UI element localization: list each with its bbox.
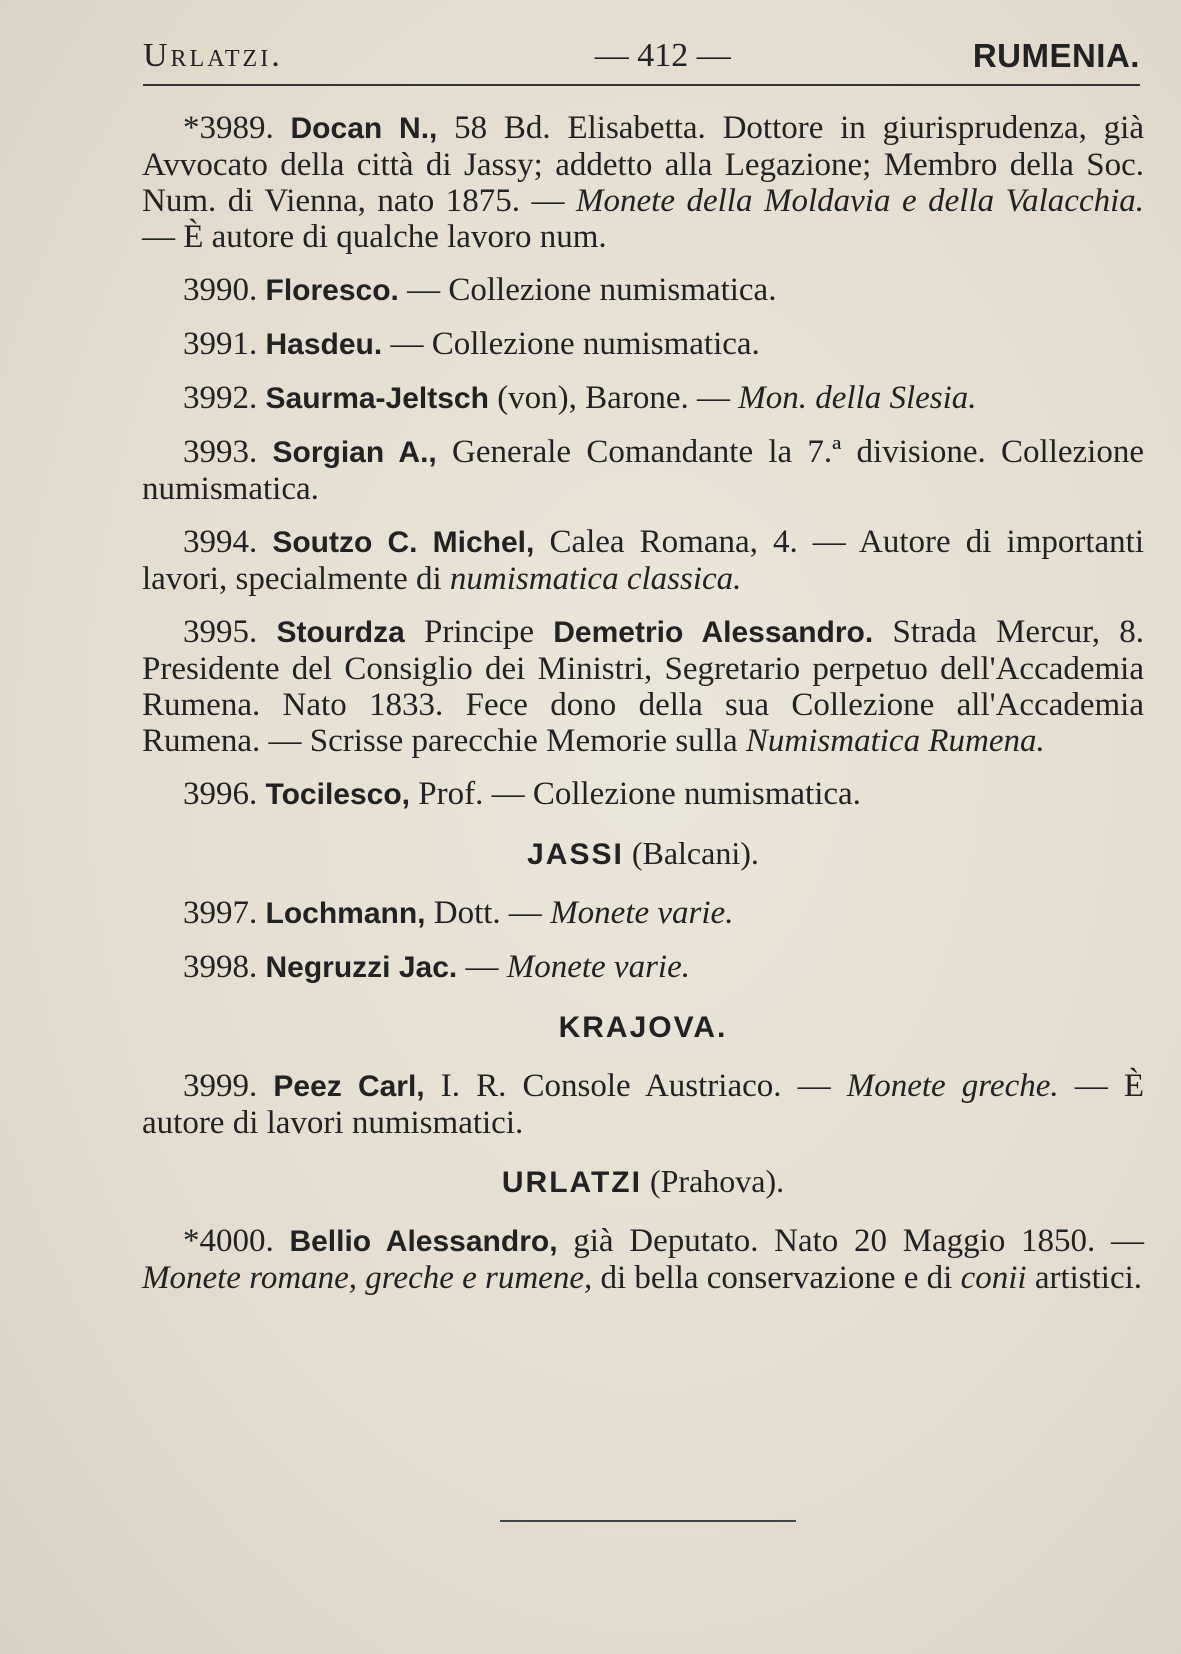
entry-name: Bellio Alessandro, bbox=[289, 1225, 558, 1258]
header-rule bbox=[143, 84, 1140, 86]
entry-italic: Monete romane, greche e rumene, bbox=[142, 1260, 593, 1296]
entry-text: Calea Romana, 4. — Autore di importanti lavori, specialmente di bbox=[142, 524, 1145, 597]
entry-name: Docan N., bbox=[290, 112, 438, 145]
entry-text: Dott. — bbox=[425, 895, 551, 931]
page-number: — 412 — bbox=[594, 37, 731, 74]
entry-3994 bbox=[142, 524, 1144, 597]
place-heading-urlatzi bbox=[142, 1163, 1144, 1201]
entry-italic: Monete varie. bbox=[506, 949, 690, 985]
entry-3993 bbox=[142, 434, 1144, 507]
running-head-left: Urlatzi. bbox=[143, 37, 283, 74]
entry-3990 bbox=[142, 272, 1144, 309]
end-rule bbox=[500, 1520, 796, 1522]
running-head-right: RUMENIA. bbox=[972, 37, 1140, 74]
entry-text: — È autore di lavori numismatici. bbox=[142, 1068, 1144, 1141]
entry-3995 bbox=[142, 614, 1144, 759]
entry-text: — Collezione numismatica. bbox=[398, 272, 777, 308]
entry-italic: Monete greche. bbox=[846, 1068, 1059, 1104]
entry-number: 3990. bbox=[183, 272, 258, 308]
entry-3992 bbox=[142, 380, 1144, 417]
entry-number: 3992. bbox=[183, 380, 258, 416]
entry-number: 3999. bbox=[183, 1068, 258, 1104]
entry-number: 3995. bbox=[183, 614, 258, 650]
entry-text: — bbox=[457, 949, 507, 985]
entry-number: *4000. bbox=[183, 1223, 274, 1259]
entry-text: (von), Barone. — bbox=[488, 380, 739, 416]
entry-italic: numismatica classica. bbox=[449, 561, 742, 597]
place-note: (Prahova). bbox=[641, 1163, 785, 1199]
entry-3996 bbox=[142, 776, 1144, 813]
entry-name: Lochmann, bbox=[265, 897, 426, 930]
place-name: KRAJOVA. bbox=[558, 1011, 728, 1044]
place-name: URLATZI bbox=[501, 1166, 642, 1199]
running-head bbox=[143, 28, 1140, 84]
entry-3991 bbox=[142, 326, 1144, 363]
entry-3998 bbox=[142, 949, 1144, 986]
entry-name: Tocilesco, bbox=[265, 778, 410, 811]
entry-italic: conii bbox=[960, 1260, 1027, 1296]
entry-3997 bbox=[142, 895, 1144, 932]
entry-text: Strada Mercur, 8. Presidente del Consiglio dei Ministri, Segretario perpetuo dell'Accademia Rumena. Nato 1833. Fece dono della sua Collezione all'Accademia Rumena. — Scrisse parecchie Memorie sulla bbox=[142, 614, 1145, 759]
place-heading-jassi bbox=[142, 835, 1144, 873]
entry-number: 3996. bbox=[183, 776, 258, 812]
entry-text: Prof. — Collezione numismatica. bbox=[410, 776, 861, 812]
place-note: (Balcani). bbox=[623, 835, 759, 871]
entry-text: Generale Comandante la 7.ª divisione. Collezione numismatica. bbox=[142, 434, 1144, 507]
entry-italic: Monete varie. bbox=[550, 895, 734, 931]
entry-name: Sorgian A., bbox=[272, 436, 437, 469]
place-name: JASSI bbox=[527, 838, 624, 871]
entry-name: Peez Carl, bbox=[273, 1070, 425, 1103]
entry-name: Saurma-Jeltsch bbox=[265, 382, 489, 415]
entry-italic: Monete della Moldavia e della Valacchia. bbox=[576, 183, 1145, 219]
entry-4000 bbox=[142, 1223, 1144, 1296]
entry-number: 3994. bbox=[183, 524, 258, 560]
entry-text: Principe bbox=[404, 614, 554, 650]
entry-name: Stourdza bbox=[276, 616, 405, 649]
entry-text: 58 Bd. Elisabetta. Dottore in giurisprudenza, già Avvocato della città di Jassy; addetto alla Legazione; Membro della Soc. Num. di Vienna, nato 1875. — bbox=[142, 110, 1145, 219]
entry-3989 bbox=[142, 110, 1144, 255]
entry-number: 3991. bbox=[183, 326, 258, 362]
place-heading-krajova bbox=[142, 1008, 1144, 1046]
entry-text: — Collezione numismatica. bbox=[382, 326, 760, 362]
entry-name: Floresco. bbox=[265, 274, 399, 307]
entry-italic: Mon. della Slesia. bbox=[738, 380, 977, 416]
entry-number: 3998. bbox=[183, 949, 258, 985]
entry-text: — È autore di qualche lavoro num. bbox=[142, 219, 607, 255]
entry-name: Soutzo C. Michel, bbox=[272, 526, 535, 559]
entry-name: Negruzzi Jac. bbox=[265, 951, 458, 984]
entry-name: Hasdeu. bbox=[265, 328, 383, 361]
entry-text: I. R. Console Austriaco. — bbox=[424, 1068, 847, 1104]
entry-text: già Deputato. Nato 20 Maggio 1850. — bbox=[557, 1223, 1144, 1259]
entry-name-secondary: Demetrio Alessandro. bbox=[553, 616, 874, 649]
page-body bbox=[142, 110, 1144, 1313]
entry-text: artistici. bbox=[1026, 1260, 1143, 1296]
entry-number: 3993. bbox=[183, 434, 258, 470]
entry-number: *3989. bbox=[183, 110, 274, 146]
entry-number: 3997. bbox=[183, 895, 258, 931]
entry-3999 bbox=[142, 1068, 1144, 1141]
entry-italic: Numismatica Rumena. bbox=[745, 723, 1045, 759]
entry-text: di bella conservazione e di bbox=[592, 1260, 961, 1296]
